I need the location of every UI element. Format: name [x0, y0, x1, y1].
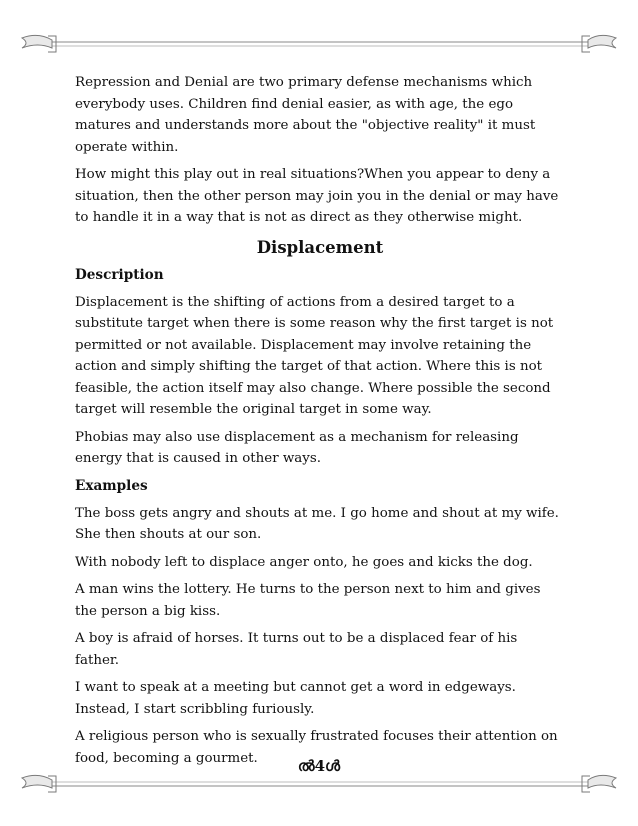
page-content — [75, 72, 565, 775]
example-paragraph-2: With nobody left to displace anger onto, he goes and kicks the dog. — [75, 554, 533, 570]
bottom-scroll-border — [0, 770, 638, 800]
example-paragraph-1: The boss gets angry and shouts at me. I go home and shout at my wife. She then shouts at our son. — [75, 505, 559, 542]
section-title: Displacement — [256, 237, 384, 257]
page-number: ൽ4ൾ — [297, 757, 341, 775]
examples-heading: Examples — [75, 477, 148, 494]
description-heading: Description — [75, 266, 164, 283]
intro-paragraph-2: How might this play out in real situations?When you appear to deny a situation, then the other person may join you in the denial or may have to handle it in a way that is not as direct as they otherwise might. — [75, 167, 559, 225]
description-paragraph-1: Displacement is the shifting of actions from a desired target to a substitute target when there is some reason why the first target is not permitted or not available. Displacement may involve retaining the action and simply shifting the target of that action. Where this is not feasible, the action itself may also change. Where possible the second target will resemble the original target in some way. — [75, 294, 554, 417]
example-paragraph-4: A boy is afraid of horses. It turns out to be a displaced fear of his father. — [75, 631, 518, 668]
scroll-border-ornament-icon — [0, 26, 638, 56]
example-paragraph-5: I want to speak at a meeting but cannot get a word in edgeways. Instead, I start scribbling furiously. — [75, 680, 516, 717]
description-paragraph-2: Phobias may also use displacement as a mechanism for releasing energy that is caused in other ways. — [75, 429, 519, 466]
scroll-border-ornament-icon — [0, 770, 638, 800]
example-paragraph-6: A religious person who is sexually frustrated focuses their attention on food, becoming a gourmet. — [75, 729, 558, 766]
example-paragraph-3: A man wins the lottery. He turns to the person next to him and gives the person a big kiss. — [75, 582, 541, 619]
intro-paragraph-1: Repression and Denial are two primary defense mechanisms which everybody uses. Children find denial easier, as with age, the ego matures and understands more about the "objective reality" it must operate within. — [75, 75, 536, 155]
top-scroll-border — [0, 26, 638, 56]
